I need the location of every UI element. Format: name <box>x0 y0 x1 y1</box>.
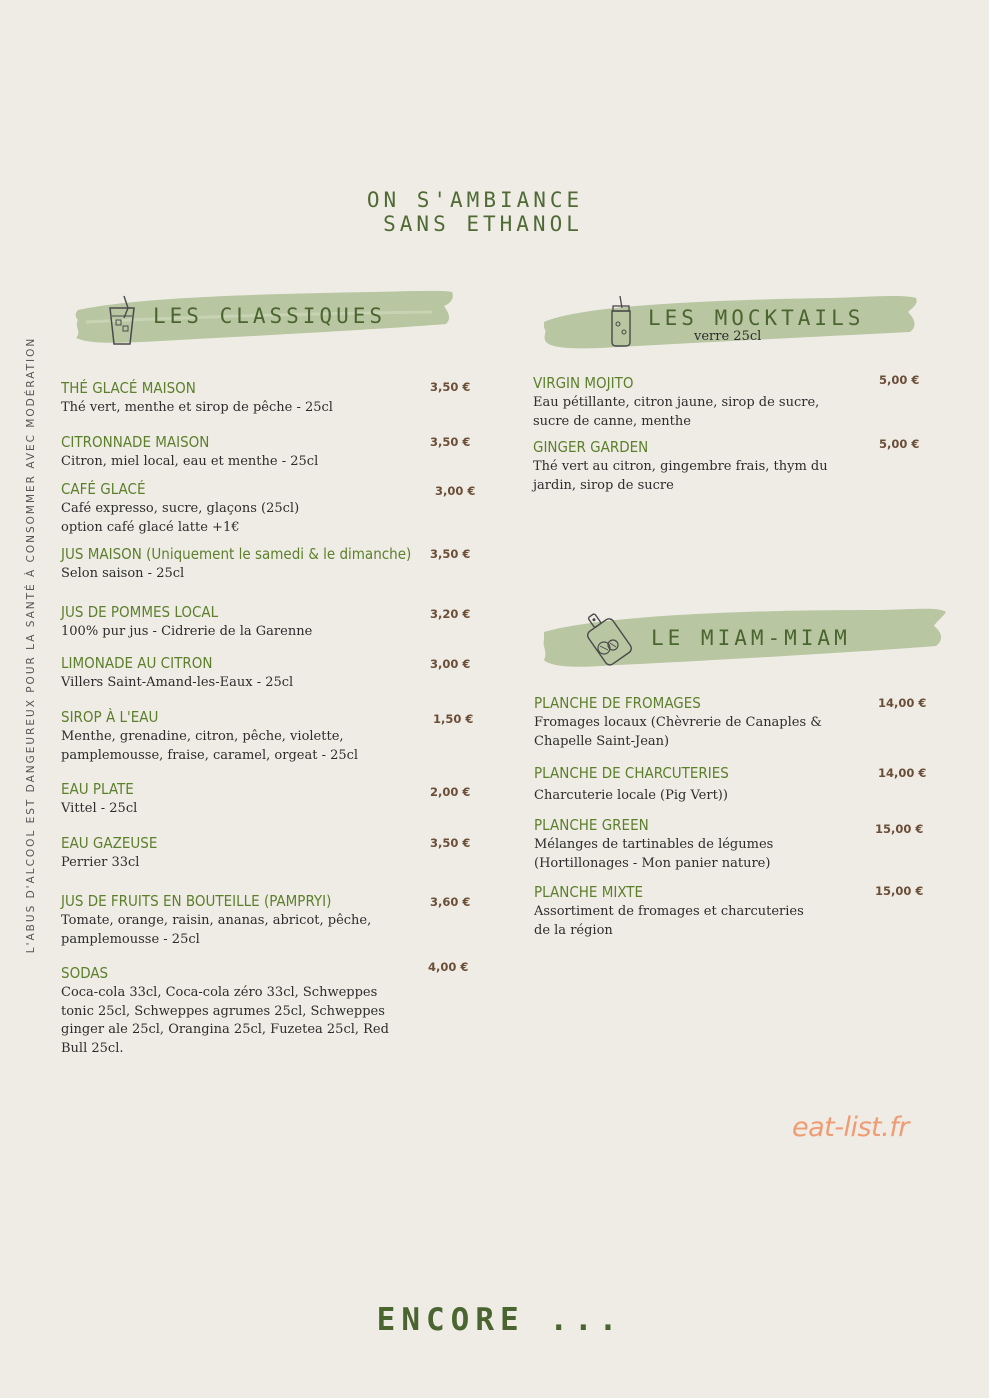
item-name: EAU GAZEUSE <box>61 834 158 852</box>
item-price: 4,00 € <box>428 960 469 974</box>
item-price: 15,00 € <box>875 884 924 898</box>
item-price: 14,00 € <box>878 696 927 710</box>
item-name-main: JUS MAISON <box>61 545 142 563</box>
menu-item <box>534 816 773 873</box>
menu-item <box>533 374 819 431</box>
page-title-line-2: SANS ETHANOL <box>383 212 583 236</box>
section-banner-classiques <box>72 288 457 348</box>
item-name <box>61 545 411 563</box>
item-name: CITRONNADE MAISON <box>61 433 210 451</box>
item-description: Mélanges de tartinables de légumes (Hortillonages - Mon panier nature) <box>534 837 774 871</box>
item-price: 3,20 € <box>430 607 471 621</box>
menu-item <box>61 964 389 1058</box>
menu-item <box>61 780 137 819</box>
item-description: Thé vert au citron, gingembre frais, thym du jardin, sirop de sucre <box>533 459 828 493</box>
item-price: 3,50 € <box>430 435 471 449</box>
site-watermark: eat-list.fr <box>792 1112 909 1143</box>
item-price: 3,50 € <box>430 380 471 394</box>
section-subtitle-mocktails: verre 25cl <box>694 329 762 344</box>
item-description: Café expresso, sucre, glaçons (25cl) option café glacé latte +1€ <box>61 501 300 535</box>
menu-item <box>61 433 318 472</box>
item-price: 1,50 € <box>433 712 474 726</box>
menu-item <box>534 694 822 751</box>
item-name: EAU PLATE <box>61 780 134 798</box>
menu-item <box>61 603 312 642</box>
alcohol-warning: L'ABUS D'ALCOOL EST DANGEUREUX POUR LA SANTÉ À CONSOMMER AVEC MODÉRATION <box>25 336 37 954</box>
item-price: 14,00 € <box>878 766 927 780</box>
menu-item <box>61 708 358 765</box>
item-name: PLANCHE DE FROMAGES <box>534 694 701 712</box>
item-name: SODAS <box>61 964 109 982</box>
mason-jar-icon <box>610 294 632 348</box>
page-title-line-1: ON S'AMBIANCE <box>366 188 584 212</box>
section-title-classiques: LES CLASSIQUES <box>153 304 387 328</box>
item-name: THÉ GLACÉ MAISON <box>61 379 196 397</box>
item-name: JUS DE FRUITS EN BOUTEILLE (PAMPRYI) <box>61 892 332 910</box>
menu-item <box>61 379 333 418</box>
cutting-board-icon <box>580 608 636 668</box>
menu-item <box>534 764 729 806</box>
item-name: PLANCHE GREEN <box>534 816 649 834</box>
item-name: JUS DE POMMES LOCAL <box>61 603 219 621</box>
item-description: Villers Saint-Amand-les-Eaux - 25cl <box>61 675 294 690</box>
item-price: 15,00 € <box>875 822 924 836</box>
item-name: CAFÉ GLACÉ <box>61 480 146 498</box>
item-name: LIMONADE AU CITRON <box>61 654 213 672</box>
item-description: Charcuterie locale (Pig Vert)) <box>534 788 728 803</box>
item-description: Menthe, grenadine, citron, pêche, violette, pamplemousse, fraise, caramel, orgeat - 25cl <box>61 729 359 763</box>
item-description: Selon saison - 25cl <box>61 566 185 581</box>
item-price: 3,50 € <box>430 547 471 561</box>
item-name-note: (Uniquement le samedi & le dimanche) <box>146 545 412 563</box>
item-name: PLANCHE DE CHARCUTERIES <box>534 764 729 782</box>
item-description: Assortiment de fromages et charcuteries de la région <box>534 904 804 938</box>
menu-item <box>61 892 371 949</box>
item-description: Citron, miel local, eau et menthe - 25cl <box>61 454 319 469</box>
section-banner-mocktails <box>540 292 920 352</box>
item-price: 5,00 € <box>879 437 920 451</box>
item-description: Tomate, orange, raisin, ananas, abricot, pêche, pamplemousse - 25cl <box>61 913 372 947</box>
footer-continue-text: ENCORE ... <box>376 1302 624 1338</box>
item-price: 3,50 € <box>430 836 471 850</box>
item-description: Eau pétillante, citron jaune, sirop de sucre, sucre de canne, menthe <box>533 395 820 429</box>
item-description: Coca-cola 33cl, Coca-cola zéro 33cl, Schweppes tonic 25cl, Schweppes agrumes 25cl, Schweppes ginger ale 25cl, Orangina 25cl, Fuzetea 25cl, Red Bull 25cl. <box>61 985 389 1056</box>
item-description: Vittel - 25cl <box>61 801 138 816</box>
item-name: PLANCHE MIXTE <box>534 883 644 901</box>
glass-with-straw-icon <box>106 294 140 348</box>
menu-item <box>61 480 299 537</box>
item-description: Perrier 33cl <box>61 855 140 870</box>
menu-item <box>61 545 411 584</box>
menu-item <box>61 654 293 693</box>
section-banner-miam <box>540 606 948 670</box>
menu-item <box>61 834 157 873</box>
item-price: 2,00 € <box>430 785 471 799</box>
item-price: 3,00 € <box>435 484 476 498</box>
menu-item <box>534 883 804 940</box>
section-title-miam: LE MIAM-MIAM <box>651 626 851 650</box>
item-description: Thé vert, menthe et sirop de pêche - 25cl <box>61 400 333 415</box>
item-description: 100% pur jus - Cidrerie de la Garenne <box>61 624 313 639</box>
item-description: Fromages locaux (Chèvrerie de Canaples & Chapelle Saint-Jean) <box>534 715 822 749</box>
item-price: 3,60 € <box>430 895 471 909</box>
item-name: SIROP À L'EAU <box>61 708 159 726</box>
item-price: 5,00 € <box>879 373 920 387</box>
item-price: 3,00 € <box>430 657 471 671</box>
section-title-mocktails: LES MOCKTAILS <box>648 306 865 330</box>
menu-item <box>533 438 828 495</box>
item-name: VIRGIN MOJITO <box>533 374 634 392</box>
item-name: GINGER GARDEN <box>533 438 649 456</box>
